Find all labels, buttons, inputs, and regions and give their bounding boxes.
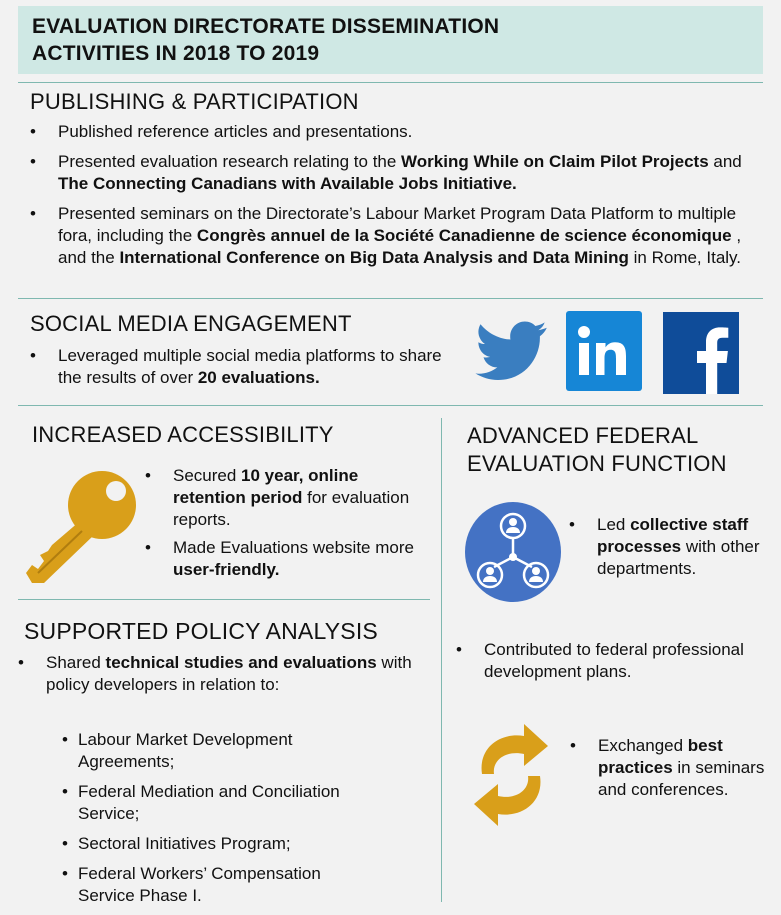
accessibility-heading: INCREASED ACCESSIBILITY [32,422,334,447]
publishing-heading: PUBLISHING & PARTICIPATION [30,89,359,114]
federal-list-1 [569,514,774,588]
divider [18,405,763,406]
column-divider [441,418,442,902]
divider [18,82,763,83]
federal-heading-line1: ADVANCED FEDERAL [467,423,699,448]
social-list [30,345,450,397]
list-item: • Federal Workers’ Compensation Service Phase I. [62,863,382,907]
network-icon [464,501,562,603]
social-heading: SOCIAL MEDIA ENGAGEMENT [30,311,352,336]
key-icon [22,465,140,589]
list-item: • Presented seminars on the Directorate’s Labour Market Program Data Platform to multiple fora, including the Congrès annuel de la Société Canadienne de science économique , and the International Conference on Big Data Analysis and Data Mining in Rome, Italy. [30,203,750,269]
federal-heading [467,422,727,478]
list-item: • Exchanged best practices in seminars and conferences. [570,735,765,801]
federal-heading-line2: EVALUATION FUNCTION [467,451,727,476]
policy-heading: SUPPORTED POLICY ANALYSIS [24,618,378,644]
publishing-list [30,121,750,277]
list-item: • Federal Mediation and Conciliation Service; [62,781,382,825]
list-item: • Published reference articles and presentations. [30,121,750,143]
facebook-icon [663,312,739,394]
federal-list-2 [456,639,766,691]
divider [18,298,763,299]
twitter-icon [472,314,552,386]
list-item: • Sectoral Initiatives Program; [62,833,382,855]
list-item: • Secured 10 year, online retention period for evaluation reports. [145,465,420,531]
list-item: • Shared technical studies and evaluations with policy developers in relation to: [18,652,418,696]
list-item: • Labour Market Development Agreements; [62,729,382,773]
list-item: • Contributed to federal professional development plans. [456,639,766,683]
page-title-line1: EVALUATION DIRECTORATE DISSEMINATION [32,15,500,38]
policy-sublist [62,729,382,915]
title-banner [18,6,763,74]
list-item: • Leveraged multiple social media platforms to share the results of over 20 evaluations. [30,345,450,389]
list-item: • Made Evaluations website more user-friendly. [145,537,420,581]
list-item: • Presented evaluation research relating to the Working While on Claim Pilot Projects and The Connecting Canadians with Available Jobs Initiative. [30,151,750,195]
policy-list [18,652,418,706]
divider [18,599,430,600]
linkedin-icon [566,311,642,391]
page-title-line2: ACTIVITIES IN 2018 TO 2019 [32,42,320,65]
list-item: • Led collective staff processes with other departments. [569,514,774,580]
refresh-arrows-icon [470,720,552,830]
accessibility-list [145,465,420,587]
federal-list-3 [570,735,765,809]
